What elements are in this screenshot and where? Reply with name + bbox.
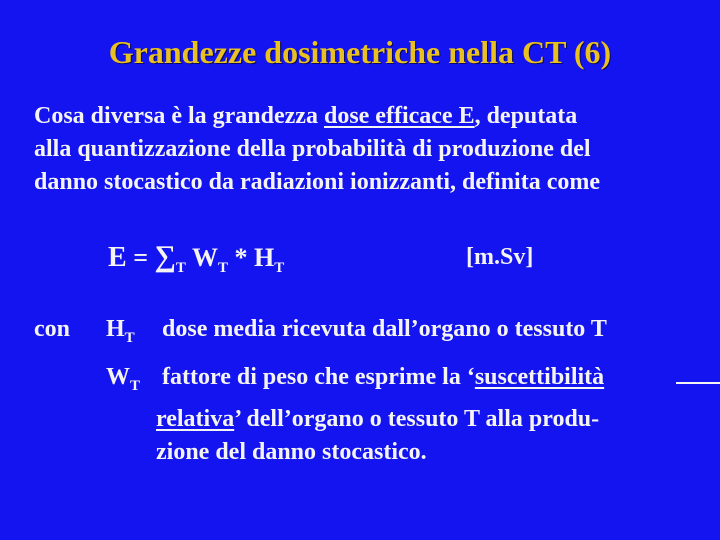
formula-dose: * H [227,243,275,272]
intro-line-2: alla quantizzazione della probabilità di produzione del [34,136,591,162]
wt-line-2 [106,403,604,436]
dose-formula [108,240,284,277]
intro-line-1 [34,100,600,133]
definition-ht [106,316,607,347]
ht-symbol-subscript: T [124,330,135,346]
summation-subscript: T [175,260,186,276]
wt-symbol [106,361,162,403]
formula-lhs: E [108,242,127,273]
wt-line-3: zione del danno stocastico. [156,439,427,465]
con-label: con [34,316,70,342]
wt-text-pre: fattore di peso che esprime la ‘ [162,364,475,390]
formula-equals: = [126,243,155,272]
wt-text-post: ’ dell’organo o tessuto T alla produ- [234,406,600,432]
intro-line-1-pre: Cosa diversa è la grandezza [34,103,324,129]
definition-wt [106,361,604,469]
formula-weight: W [185,243,218,272]
ht-description: dose media ricevuta dall’organo o tessuto T [162,316,607,342]
wt-text-suscettibilita: suscettibilità [474,364,605,390]
intro-line-1-post: , deputata [474,103,578,129]
wt-symbol-letter: W [106,364,130,390]
ht-symbol [106,316,162,347]
wt-text-relativa: relativa [156,406,235,432]
formula-unit: [m.Sv] [466,244,534,270]
dose-efficace-term: dose efficace E [323,103,475,129]
ht-symbol-letter: H [106,316,125,342]
slide-title: Grandezze dosimetriche nella CT (6) [108,34,612,70]
wt-symbol-subscript: T [130,378,141,394]
summation-symbol: ∑ [154,240,176,273]
underline-continuation [676,382,720,384]
weight-subscript: T [217,260,228,276]
dose-subscript: T [274,260,285,276]
intro-paragraph [34,100,600,199]
intro-line-3: danno stocastico da radiazioni ionizzanti, definita come [34,169,600,195]
wt-line-1 [106,361,604,403]
